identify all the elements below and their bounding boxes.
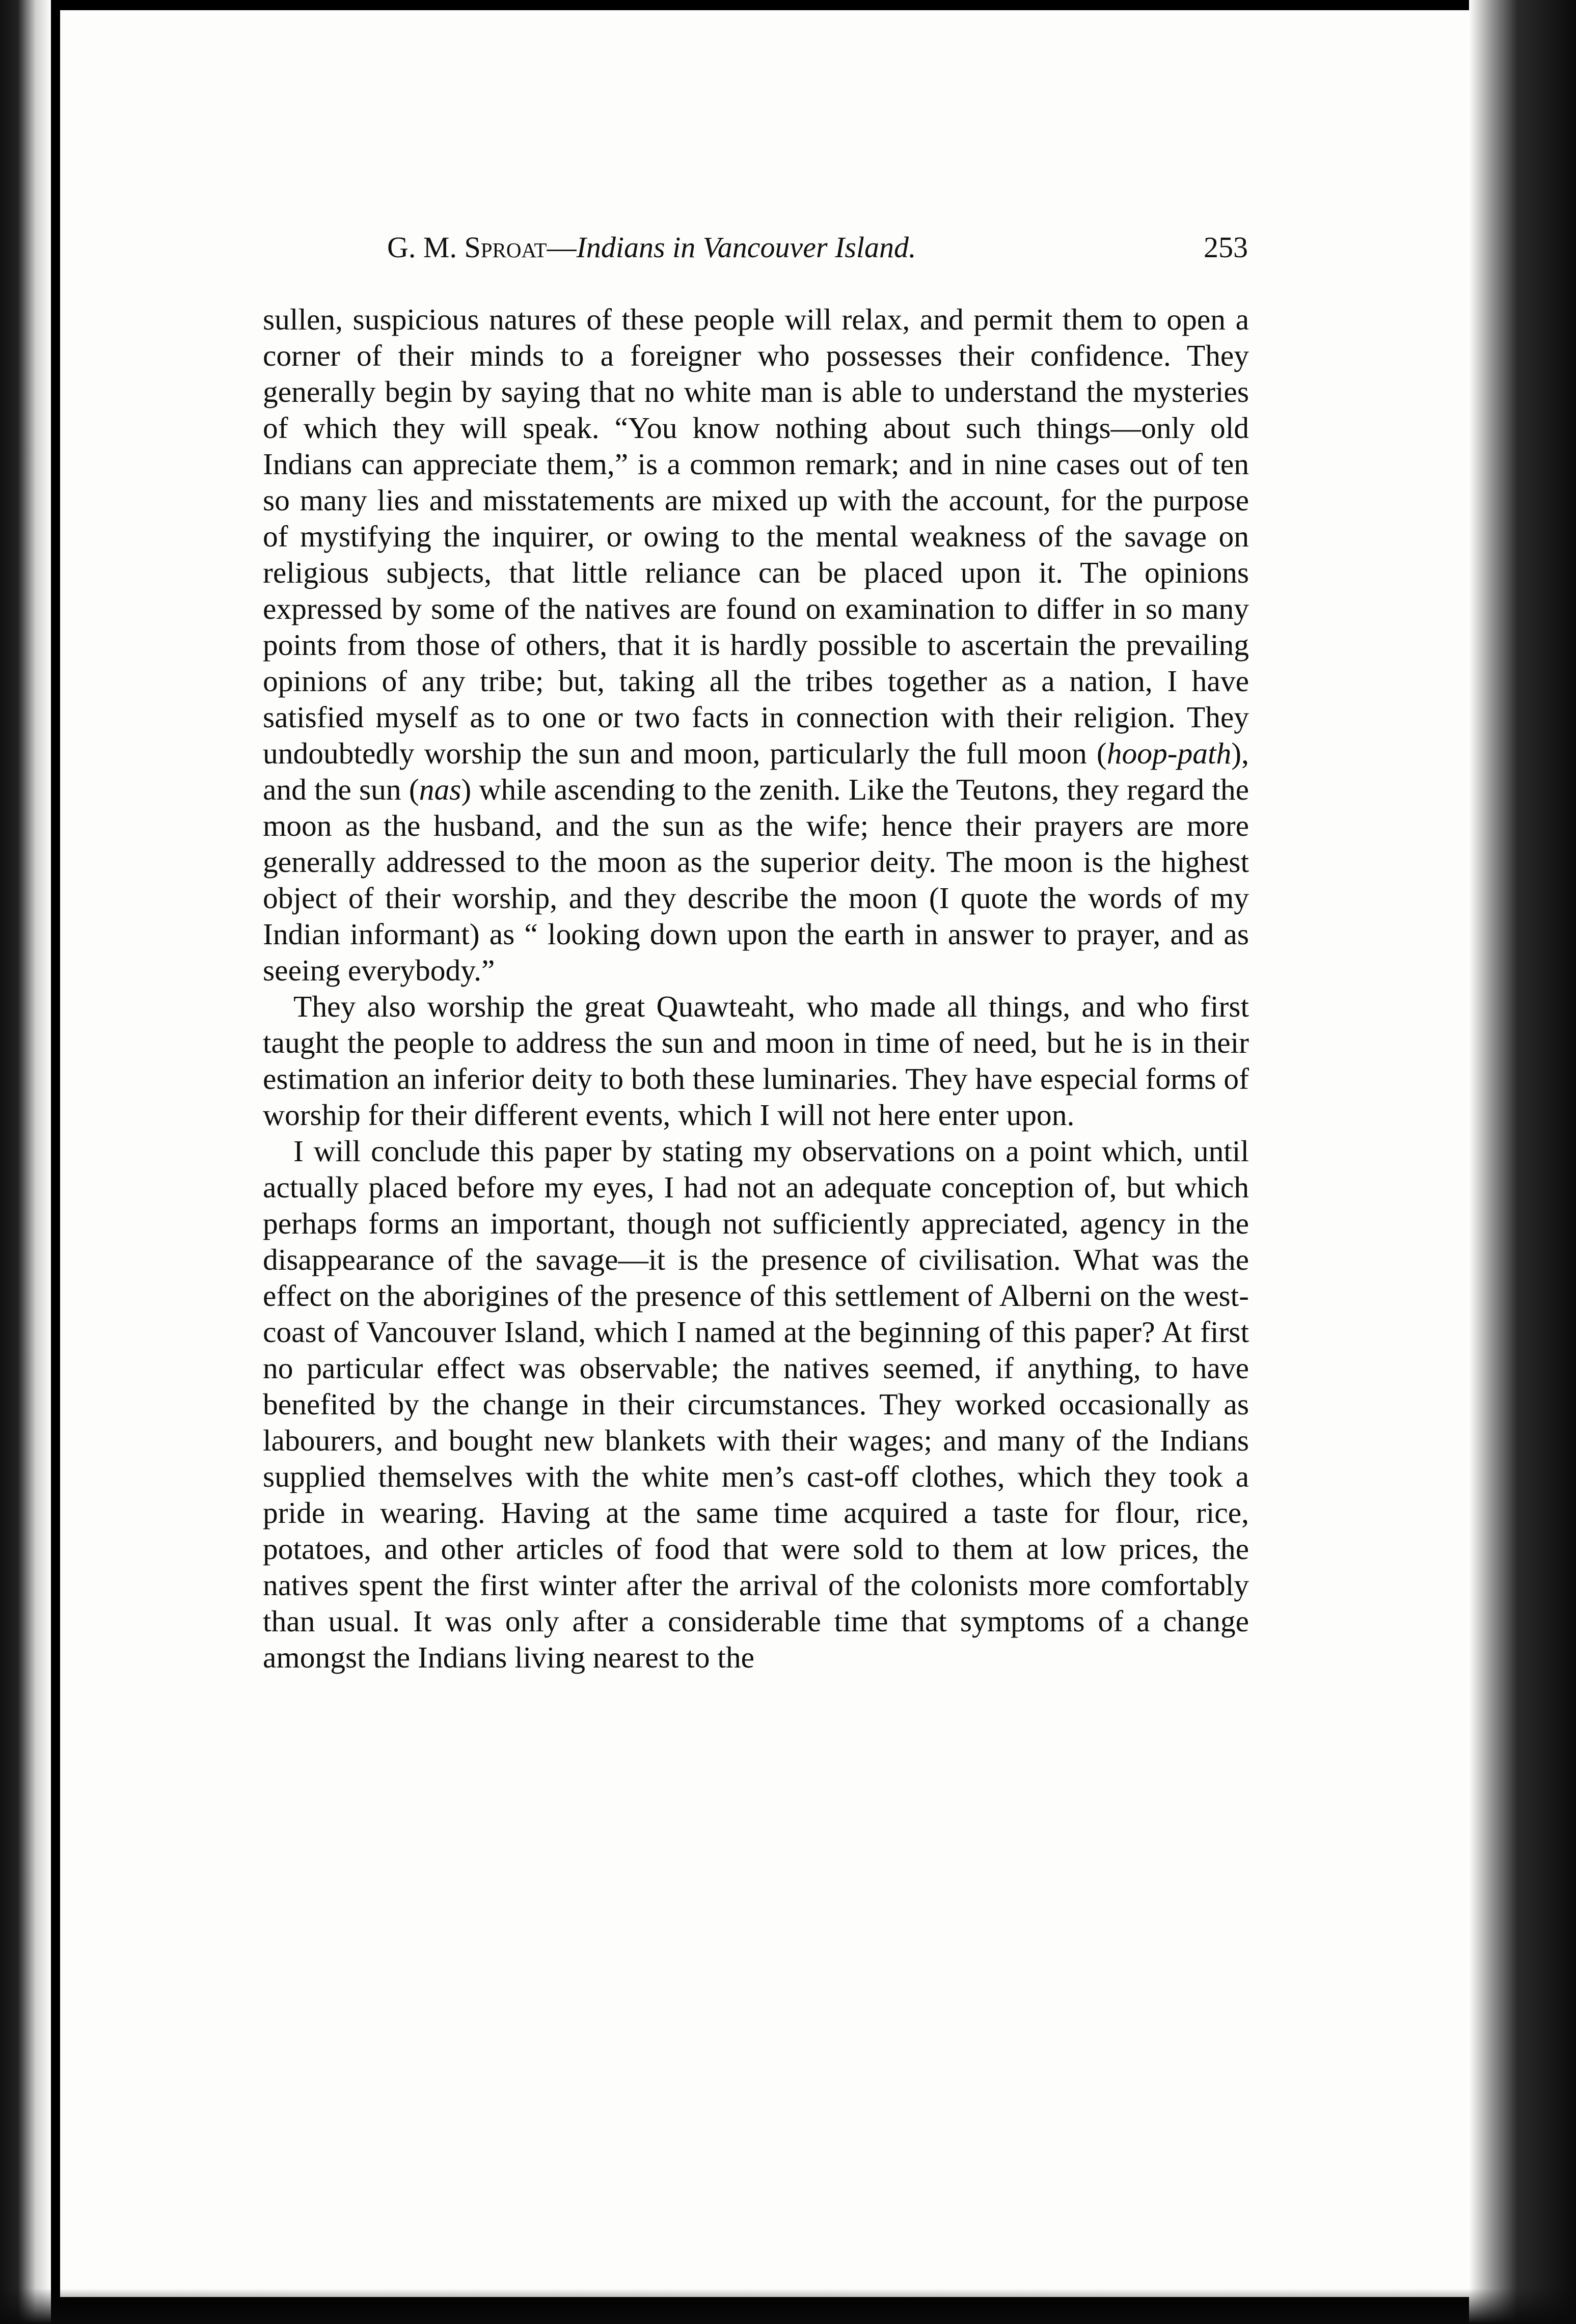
italic-term: nas <box>419 773 461 806</box>
text-run: ), and the sun ( <box>263 736 1249 806</box>
paragraph-worship <box>263 989 1249 1133</box>
header-dash: — <box>547 231 577 264</box>
page-edge-shadow <box>1469 0 1576 2324</box>
body-text <box>263 302 1249 1676</box>
running-title <box>387 230 916 264</box>
book-binding-shadow <box>0 0 51 2324</box>
header-title: Indians in Vancouver Island. <box>576 231 916 264</box>
paragraph-conclusion <box>263 1133 1249 1676</box>
running-header <box>387 230 1248 271</box>
header-author: G. M. Sproat <box>387 231 547 264</box>
italic-term: hoop-path <box>1106 736 1232 770</box>
text-run: ) while ascending to the zenith. Like the Teutons, they regard the moon as the husband, and the sun as the wife; hence their prayers are more generally addressed to the moon as the superior deity. The moon is the highest object of their worship, and they describe the moon (I quote the words of my Indian informant) as “ looking down upon the earth in answer to prayer, and as seeing everybody.” <box>263 773 1249 987</box>
text-run: I will conclude this paper by stating my observations on a point which, until actually placed before my eyes, I had not an adequate conception of, but which perhaps forms an important, though not sufficiently appreciated, agency in the disappearance of the savage—it is the presence of civilisation. What was the effect on the aborigines of the presence of this settlement of Alberni on the west-coast of Vancouver Island, which I named at the beginning of this paper? At first no particular effect was observable; the natives seemed, if anything, to have benefited by the change in their circumstances. They worked occasionally as labourers, and bought new blankets with their wages; and many of the Indians supplied themselves with the white men’s cast-off clothes, which they took a pride in wearing. Having at the same time acquired a taste for flour, rice, potatoes, and other articles of food that were sold to them at low prices, the natives spent the first winter after the arrival of the colonists more comfortably than usual. It was only after a considerable time that symptoms of a change amongst the Indians living nearest to the <box>263 1134 1249 1674</box>
paragraph-continued <box>263 302 1249 989</box>
text-run: sullen, suspicious natures of these people will relax, and permit them to open a corner of their minds to a foreigner who possesses their confidence. They generally begin by saying that no white man is able to understand the mysteries of which they will speak. “You know nothing about such things—only old Indians can appreciate them,” is a common remark; and in nine cases out of ten so many lies and misstatements are mixed up with the account, for the purpose of mystifying the inquirer, or owing to the mental weakness of the savage on religious subjects, that little reliance can be placed upon it. The opinions expressed by some of the natives are found on examination to differ in so many points from those of others, that it is hardly possible to ascertain the prevailing opinions of any tribe; but, taking all the tribes together as a nation, I have satisfied myself as to one or two facts in connection with their religion. They undoubtedly worship the sun and moon, particularly the full moon ( <box>263 303 1249 770</box>
bottom-edge-shadow <box>0 2288 1576 2324</box>
text-run: They also worship the great Quawteaht, who made all things, and who first taught the people to address the sun and moon in time of need, but he is in their estimation an inferior deity to both these luminaries. They have especial forms of worship for their different events, which I will not here enter upon. <box>263 990 1249 1132</box>
page-number: 253 <box>1204 231 1248 264</box>
